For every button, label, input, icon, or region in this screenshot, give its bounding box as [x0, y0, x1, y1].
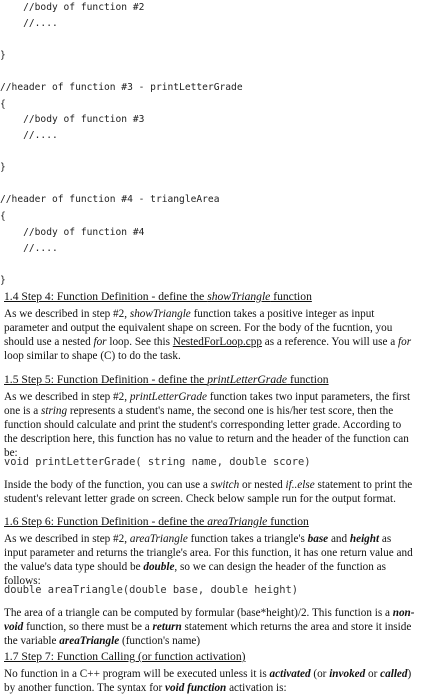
keyword: invoked	[329, 668, 366, 680]
step4-heading-func: showTriangle	[207, 290, 271, 303]
step7-heading: 1.7 Step 7: Function Calling (or function activation)	[4, 650, 246, 663]
keyword: string	[40, 405, 68, 417]
text-span: represents a student's name, the second one is his/her test score, then the function should calculate and print the student's corresponding letter grade. According to the description here, this function has no value to return and the header of the function can be:	[4, 405, 409, 459]
step5-heading-func: printLetterGrade	[207, 373, 288, 386]
text-span: loop similar to shape (C) to do the task.	[4, 350, 181, 362]
keyword: void function	[165, 682, 227, 694]
step6-paragraph-2	[4, 606, 417, 648]
nested-for-loop-link[interactable]: NestedForLoop.cpp	[172, 336, 262, 348]
code-line: //body of function #3	[0, 114, 145, 125]
text-span: function takes a positive integer as input parameter and output the equivalent shape on screen. For the body of the fucntion, you should use a nested	[4, 308, 393, 348]
text-span: statement to print the student's relevant letter grade on screen. Check below sample run for the output format.	[4, 479, 413, 505]
code-line: }	[0, 275, 6, 286]
step5-paragraph	[4, 390, 417, 460]
step6-paragraph	[4, 532, 417, 588]
code-line: {	[0, 211, 6, 222]
func-name: areaTriangle	[129, 533, 188, 545]
text-span: (or	[310, 668, 330, 680]
code-line: //....	[0, 18, 58, 29]
keyword: return	[152, 621, 182, 633]
step6-heading-suffix: function	[267, 515, 309, 528]
text-span: function, so there must be a	[23, 621, 153, 633]
text-span: as input parameter and returns the triangle's area. For this function, it has one return value and the value's data type should be	[4, 533, 413, 573]
code-line: //....	[0, 130, 58, 141]
step5-heading-suffix: function	[287, 373, 329, 386]
keyword: height	[349, 533, 380, 545]
keyword: if..else	[285, 479, 315, 491]
keyword: for	[93, 336, 107, 348]
text-span: as a reference. You will use a	[261, 336, 399, 348]
func-name: showTriangle	[129, 308, 191, 320]
step6-heading-func: areaTriangle	[207, 515, 268, 528]
text-span: As we described in step #2,	[4, 308, 130, 320]
step5-signature: void printLetterGrade( string name, double score)	[4, 456, 311, 468]
keyword: switch	[210, 479, 240, 491]
text-span: (function's name)	[119, 635, 201, 647]
text-span: or	[365, 668, 381, 680]
text-span: loop. See this	[106, 336, 173, 348]
text-span: statement which returns the area and store it inside the variable	[4, 621, 412, 647]
step5-heading	[4, 373, 329, 386]
text-span: As we described in step #2,	[4, 391, 130, 403]
text-span: and	[328, 533, 350, 545]
step7-paragraph	[4, 667, 417, 695]
step6-heading	[4, 515, 309, 528]
text-span: function takes a triangle's	[187, 533, 308, 545]
code-line: //body of function #2	[0, 2, 145, 13]
step5-paragraph-2	[4, 478, 417, 506]
text-span: As we described in step #2,	[4, 533, 130, 545]
text-span: Inside the body of the function, you can use a	[4, 479, 211, 491]
step6-heading-prefix: 1.6 Step 6: Function Definition - define the	[4, 515, 208, 528]
code-line: }	[0, 162, 6, 173]
keyword: for	[398, 336, 412, 348]
code-line: //header of function #4 - triangleArea	[0, 194, 220, 205]
code-line: {	[0, 99, 6, 110]
keyword: activated	[269, 668, 311, 680]
text-span: , so we can design the header of the function as follows:	[4, 561, 386, 587]
code-line: //body of function #4	[0, 227, 145, 238]
text-span: function takes two input parameters, the first one is a	[4, 391, 411, 417]
code-line: //....	[0, 243, 58, 254]
step4-heading	[4, 290, 312, 303]
step6-signature: double areaTriangle(double base, double height)	[4, 584, 299, 596]
step4-heading-suffix: function	[270, 290, 312, 303]
step4-heading-prefix: 1.4 Step 4: Function Definition - define the	[4, 290, 208, 303]
step5-heading-prefix: 1.5 Step 5: Function Definition - define the	[4, 373, 208, 386]
keyword: base	[307, 533, 329, 545]
keyword: non-void	[4, 607, 415, 633]
keyword: areaTriangle	[59, 635, 120, 647]
code-line: //header of function #3 - printLetterGrade	[0, 82, 243, 93]
text-span: activation is:	[226, 682, 287, 694]
text-span: The area of a triangle can be computed by formular (base*height)/2. This function is a	[4, 607, 393, 619]
code-line: }	[0, 50, 6, 61]
step4-paragraph	[4, 307, 417, 363]
text-span: ) by another function. The syntax for	[4, 668, 412, 694]
func-name: printLetterGrade	[129, 391, 207, 403]
text-span: or nested	[239, 479, 286, 491]
keyword: double	[143, 561, 175, 573]
keyword: called	[380, 668, 408, 680]
text-span: No function in a C++ program will be executed unless it is	[4, 668, 270, 680]
